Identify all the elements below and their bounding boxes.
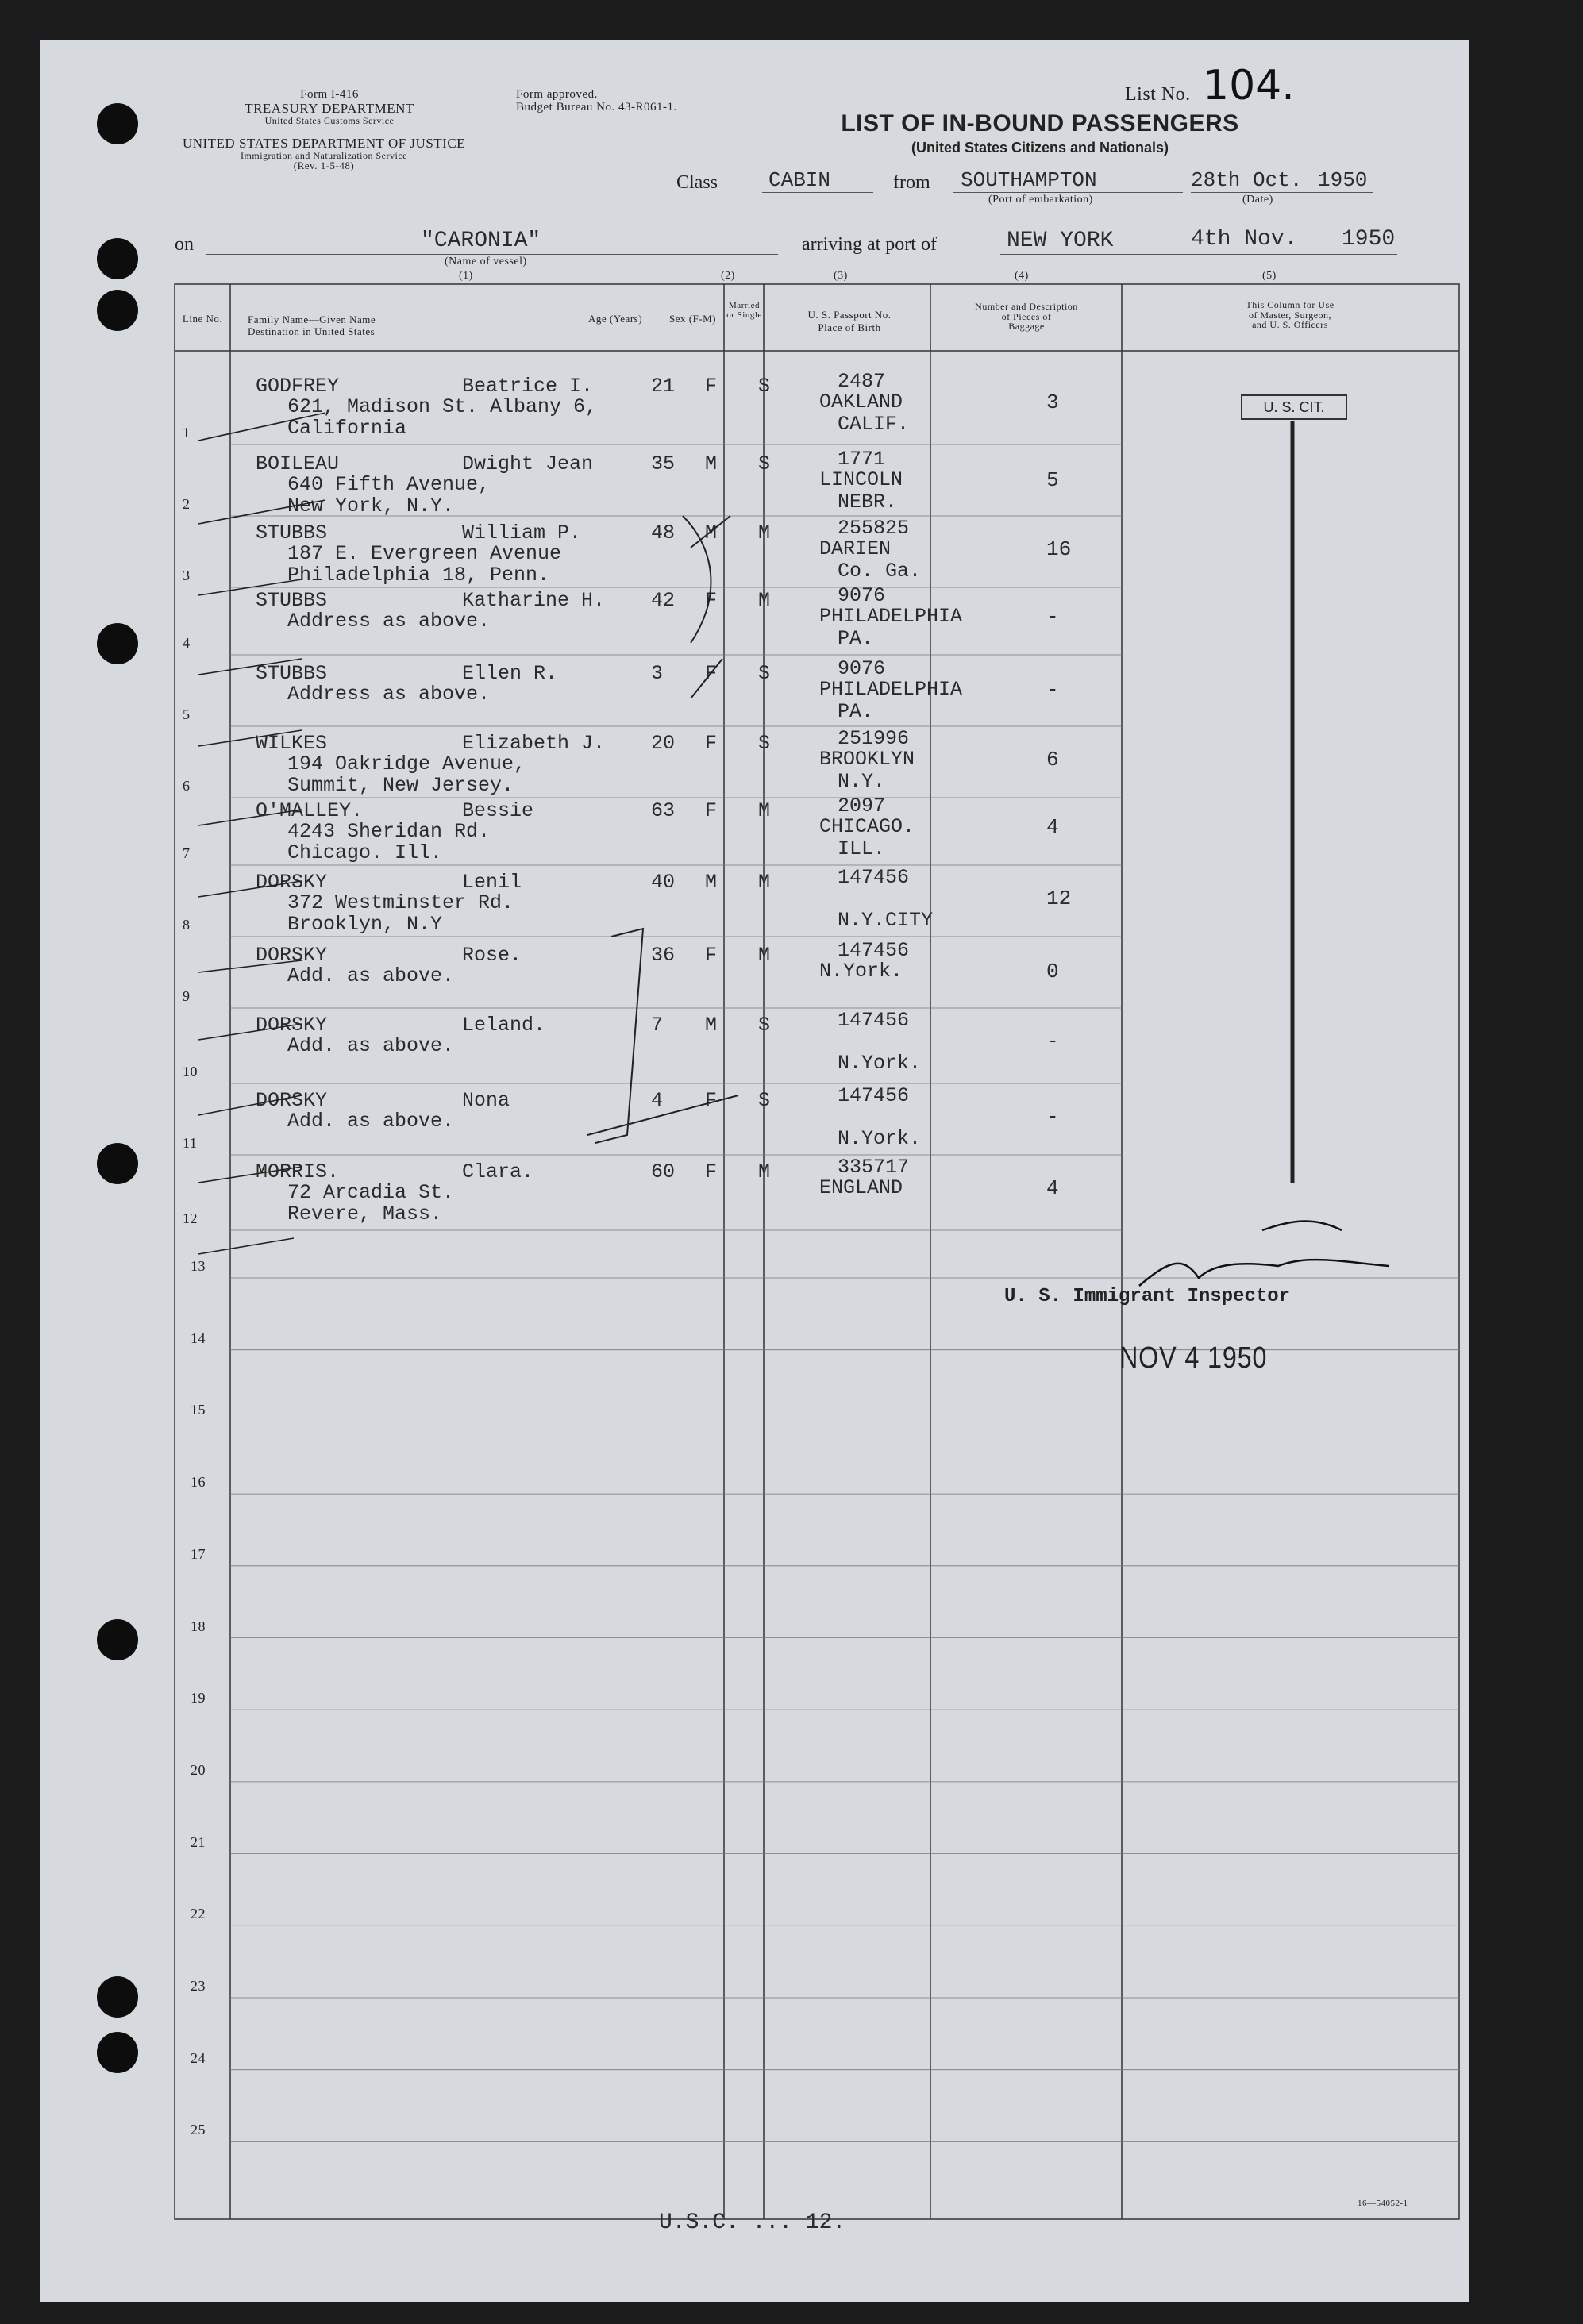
family-name: DORSKY bbox=[256, 944, 328, 967]
marital-status: S bbox=[758, 732, 771, 755]
place-of-birth-2: N.Y.CITY bbox=[838, 909, 934, 932]
sex: F bbox=[705, 944, 718, 967]
line-number: 10 bbox=[183, 1064, 198, 1079]
baggage-head-1: Number and Description bbox=[975, 301, 1078, 312]
age: 3 bbox=[651, 662, 664, 685]
line-number: 24 bbox=[191, 2049, 206, 2066]
date-stamp: NOV 4 1950 bbox=[1119, 1341, 1268, 1375]
arrival-year: 1950 bbox=[1342, 227, 1396, 252]
line-number: 13 bbox=[191, 1258, 206, 1274]
age: 48 bbox=[651, 521, 676, 544]
baggage-count: 5 bbox=[1046, 468, 1059, 492]
given-name: Katharine H. bbox=[462, 589, 606, 612]
form-number: Form I-416 bbox=[300, 88, 359, 101]
place-of-birth: CHICAGO. bbox=[819, 815, 915, 838]
arriving-label: arriving at port of bbox=[802, 234, 937, 255]
line-number: 9 bbox=[183, 988, 191, 1004]
date-value: 28th Oct. bbox=[1191, 168, 1303, 192]
place-of-birth-2: N.York. bbox=[838, 1127, 922, 1150]
place-of-birth-2: CALIF. bbox=[838, 413, 910, 436]
address-line-1: 187 E. Evergreen Avenue bbox=[287, 542, 562, 565]
age: 35 bbox=[651, 452, 676, 475]
line-number: 19 bbox=[191, 1690, 206, 1706]
col-num-3: (3) bbox=[834, 270, 848, 282]
given-name: Clara. bbox=[462, 1160, 534, 1183]
line-number: 25 bbox=[191, 2122, 206, 2138]
passport-number: 9076 bbox=[838, 584, 886, 607]
baggage-count: 4 bbox=[1046, 1176, 1059, 1200]
line-number: 12 bbox=[183, 1210, 198, 1226]
marital-status: S bbox=[758, 662, 771, 685]
col-header-passport: U. S. Passport No. bbox=[807, 309, 892, 321]
marital-status: M bbox=[758, 589, 771, 612]
line-number: 16 bbox=[191, 1474, 206, 1491]
passport-number: 147456 bbox=[838, 866, 910, 889]
baggage-count: 4 bbox=[1046, 815, 1059, 839]
line-number: 3 bbox=[183, 568, 191, 583]
family-name: STUBBS bbox=[256, 589, 328, 612]
address-line-2: Revere, Mass. bbox=[287, 1202, 443, 1225]
baggage-count: - bbox=[1046, 1029, 1059, 1053]
baggage-count: 12 bbox=[1046, 887, 1072, 910]
inspector-caption: U. S. Immigrant Inspector bbox=[1004, 1286, 1291, 1307]
date-caption: (Date) bbox=[1242, 194, 1273, 206]
marital-status: S bbox=[758, 1089, 771, 1112]
line-number: 20 bbox=[191, 1761, 206, 1778]
sex: M bbox=[705, 452, 718, 475]
place-of-birth: ENGLAND bbox=[819, 1176, 903, 1199]
place-of-birth: DARIEN bbox=[819, 537, 892, 560]
place-of-birth: PHILADELPHIA bbox=[819, 678, 963, 701]
class-value: CABIN bbox=[768, 168, 831, 192]
col-header-sex: Sex (F-M) bbox=[668, 313, 717, 325]
given-name: Bessie bbox=[462, 799, 534, 822]
officers-head-3: and U. S. Officers bbox=[1252, 319, 1328, 331]
marital-status: S bbox=[758, 375, 771, 398]
family-name: DORSKY bbox=[256, 1089, 328, 1112]
passport-number: 147456 bbox=[838, 939, 910, 962]
given-name: Leland. bbox=[462, 1014, 546, 1037]
sex: M bbox=[705, 1014, 718, 1037]
address-line-2: Philadelphia 18, Penn. bbox=[287, 564, 550, 587]
baggage-count: 6 bbox=[1046, 748, 1059, 771]
family-name: DORSKY bbox=[256, 1014, 328, 1037]
family-name: WILKES bbox=[256, 732, 328, 755]
address-line-2: New York, N.Y. bbox=[287, 494, 455, 518]
baggage-count: 0 bbox=[1046, 960, 1059, 983]
line-number: 17 bbox=[191, 1545, 206, 1562]
list-no-value: 104. bbox=[1203, 62, 1295, 110]
dept-justice: UNITED STATES DEPARTMENT OF JUSTICE bbox=[182, 136, 466, 151]
family-name: O'MALLEY. bbox=[256, 799, 364, 822]
col-header-age: Age (Years) bbox=[587, 313, 643, 325]
passport-number: 251996 bbox=[838, 727, 910, 750]
given-name: Elizabeth J. bbox=[462, 732, 606, 755]
age: 20 bbox=[651, 732, 676, 755]
age: 36 bbox=[651, 944, 676, 967]
place-of-birth-2: N.Y. bbox=[838, 770, 886, 793]
place-of-birth: PHILADELPHIA bbox=[819, 605, 963, 628]
family-name: STUBBS bbox=[256, 662, 328, 685]
line-number: 8 bbox=[183, 917, 191, 933]
arrival-port: NEW YORK bbox=[1007, 229, 1114, 253]
footer-summary: U.S.C. ... 12. bbox=[659, 2210, 846, 2235]
col-num-5: (5) bbox=[1262, 270, 1277, 282]
place-of-birth-2: PA. bbox=[838, 700, 874, 723]
age: 63 bbox=[651, 799, 676, 822]
line-number: 14 bbox=[191, 1329, 206, 1346]
class-label: Class bbox=[676, 172, 718, 193]
place-of-birth: LINCOLN bbox=[819, 468, 903, 491]
address-line-2: Summit, New Jersey. bbox=[287, 774, 514, 797]
address-line-1: 72 Arcadia St. bbox=[287, 1181, 455, 1204]
marital-status: S bbox=[758, 1014, 771, 1037]
from-value: SOUTHAMPTON bbox=[961, 168, 1097, 192]
sex: F bbox=[705, 732, 718, 755]
sex: F bbox=[705, 662, 718, 685]
passport-number: 335717 bbox=[838, 1156, 910, 1179]
sex: M bbox=[705, 871, 718, 894]
age: 7 bbox=[651, 1014, 664, 1037]
inspector-signature bbox=[1139, 1221, 1389, 1286]
baggage-head-3: Baggage bbox=[1008, 321, 1045, 333]
sex: F bbox=[705, 1160, 718, 1183]
line-number: 4 bbox=[183, 635, 191, 651]
sex: F bbox=[705, 799, 718, 822]
place-of-birth: OAKLAND bbox=[819, 391, 903, 414]
col-num-2: (2) bbox=[721, 270, 735, 282]
age: 42 bbox=[651, 589, 676, 612]
arrival-date: 4th Nov. bbox=[1191, 227, 1298, 252]
place-of-birth-2: NEBR. bbox=[838, 491, 898, 514]
port-caption: (Port of embarkation) bbox=[988, 194, 1093, 206]
sex: M bbox=[705, 521, 718, 544]
address-line-1: 194 Oakridge Avenue, bbox=[287, 752, 526, 775]
address-line-1: Add. as above. bbox=[287, 1110, 455, 1133]
date-year: 1950 bbox=[1318, 168, 1368, 192]
age: 60 bbox=[651, 1160, 676, 1183]
col-header-destination: Destination in United States bbox=[248, 325, 376, 337]
vessel-name: "CARONIA" bbox=[421, 229, 541, 253]
line-number: 21 bbox=[191, 1833, 206, 1850]
place-of-birth-2: ILL. bbox=[838, 837, 886, 860]
col-header-line: Line No. bbox=[182, 313, 223, 325]
vessel-caption: (Name of vessel) bbox=[445, 256, 527, 267]
family-name: GODFREY bbox=[256, 375, 340, 398]
passport-number: 2487 bbox=[838, 370, 886, 393]
marital-status: M bbox=[758, 1160, 771, 1183]
line-number: 23 bbox=[191, 1978, 206, 1994]
sex: F bbox=[705, 1089, 718, 1112]
place-of-birth-2: N.York. bbox=[838, 1052, 922, 1075]
line-number: 11 bbox=[183, 1135, 198, 1151]
marital-status: S bbox=[758, 452, 771, 475]
col-num-1: (1) bbox=[459, 270, 473, 282]
place-of-birth-2: PA. bbox=[838, 627, 874, 650]
dept-treasury: TREASURY DEPARTMENT bbox=[245, 100, 414, 116]
age: 4 bbox=[651, 1089, 664, 1112]
budget-text: Budget Bureau No. 43-R061-1. bbox=[516, 100, 677, 114]
officers-head-2: of Master, Surgeon, bbox=[1248, 309, 1332, 321]
family-name: DORSKY bbox=[256, 871, 328, 894]
address-line-2: Brooklyn, N.Y bbox=[287, 913, 443, 936]
address-line-1: Address as above. bbox=[287, 610, 491, 633]
given-name: William P. bbox=[462, 521, 582, 544]
address-line-1: Address as above. bbox=[287, 683, 491, 706]
age: 40 bbox=[651, 871, 676, 894]
page-subtitle: (United States Citizens and Nationals) bbox=[911, 140, 1169, 156]
from-label: from bbox=[893, 172, 930, 193]
given-name: Nona bbox=[462, 1089, 510, 1112]
line-number: 18 bbox=[191, 1618, 206, 1634]
passport-number: 255825 bbox=[838, 517, 910, 540]
baggage-count: - bbox=[1046, 1105, 1059, 1129]
page-title: LIST OF IN-BOUND PASSENGERS bbox=[841, 110, 1239, 137]
given-name: Lenil bbox=[462, 871, 522, 894]
form-revision: (Rev. 1-5-48) bbox=[293, 160, 355, 172]
check-marks bbox=[198, 413, 328, 1254]
col-num-4: (4) bbox=[1015, 270, 1029, 282]
given-name: Dwight Jean bbox=[462, 452, 594, 475]
manifest-page bbox=[40, 40, 1469, 2302]
col-header-married: Married or Single bbox=[726, 301, 762, 320]
passport-number: 1771 bbox=[838, 448, 886, 471]
col-header-birth: Place of Birth bbox=[818, 321, 881, 333]
approved-text: Form approved. bbox=[516, 88, 598, 101]
passport-number: 147456 bbox=[838, 1009, 910, 1032]
baggage-count: - bbox=[1046, 605, 1059, 629]
annotations-overlay bbox=[40, 40, 1469, 2302]
list-no-label: List No. bbox=[1125, 84, 1191, 105]
col-header-name: Family Name—Given Name bbox=[248, 314, 376, 325]
marital-status: M bbox=[758, 871, 771, 894]
on-label: on bbox=[175, 234, 194, 255]
family-name: MORRIS. bbox=[256, 1160, 340, 1183]
age: 21 bbox=[651, 375, 676, 398]
marital-status: M bbox=[758, 944, 771, 967]
line-number: 6 bbox=[183, 778, 191, 794]
address-line-1: 4243 Sheridan Rd. bbox=[287, 820, 491, 843]
baggage-head-2: of Pieces of bbox=[1001, 310, 1052, 322]
marital-status: M bbox=[758, 799, 771, 822]
marital-status: M bbox=[758, 521, 771, 544]
line-number: 2 bbox=[183, 496, 191, 512]
handwritten-brackets bbox=[587, 516, 738, 1143]
address-line-1: Add. as above. bbox=[287, 1034, 455, 1057]
sex: F bbox=[705, 375, 718, 398]
family-name: STUBBS bbox=[256, 521, 328, 544]
print-code: 16—54052-1 bbox=[1358, 2199, 1408, 2208]
given-name: Beatrice I. bbox=[462, 375, 594, 398]
address-line-1: 621, Madison St. Albany 6, bbox=[287, 395, 598, 418]
given-name: Ellen R. bbox=[462, 662, 558, 685]
address-line-2: Chicago. Ill. bbox=[287, 841, 443, 864]
line-number: 5 bbox=[183, 706, 191, 722]
baggage-count: - bbox=[1046, 678, 1059, 702]
baggage-count: 16 bbox=[1046, 537, 1072, 561]
address-line-1: Add. as above. bbox=[287, 964, 455, 987]
passport-number: 147456 bbox=[838, 1084, 910, 1107]
place-of-birth: BROOKLYN bbox=[819, 748, 915, 771]
family-name: BOILEAU bbox=[256, 452, 340, 475]
passport-number: 2097 bbox=[838, 795, 886, 818]
sex: F bbox=[705, 589, 718, 612]
officers-head-1: This Column for Use bbox=[1246, 299, 1335, 310]
place-of-birth-2: Co. Ga. bbox=[838, 560, 922, 583]
line-number: 7 bbox=[183, 845, 191, 861]
given-name: Rose. bbox=[462, 944, 522, 967]
line-number: 1 bbox=[183, 425, 191, 441]
dept-customs: United States Customs Service bbox=[264, 114, 395, 126]
address-line-2: California bbox=[287, 417, 407, 440]
passport-number: 9076 bbox=[838, 657, 886, 680]
line-number: 22 bbox=[191, 1906, 206, 1922]
us-cit-stamp: U. S. CIT. bbox=[1241, 394, 1347, 420]
address-line-1: 372 Westminster Rd. bbox=[287, 891, 514, 914]
place-of-birth: N.York. bbox=[819, 960, 903, 983]
address-line-1: 640 Fifth Avenue, bbox=[287, 473, 491, 496]
dept-ins: Immigration and Naturalization Service bbox=[241, 149, 407, 161]
line-number: 15 bbox=[191, 1402, 206, 1418]
baggage-count: 3 bbox=[1046, 391, 1059, 414]
